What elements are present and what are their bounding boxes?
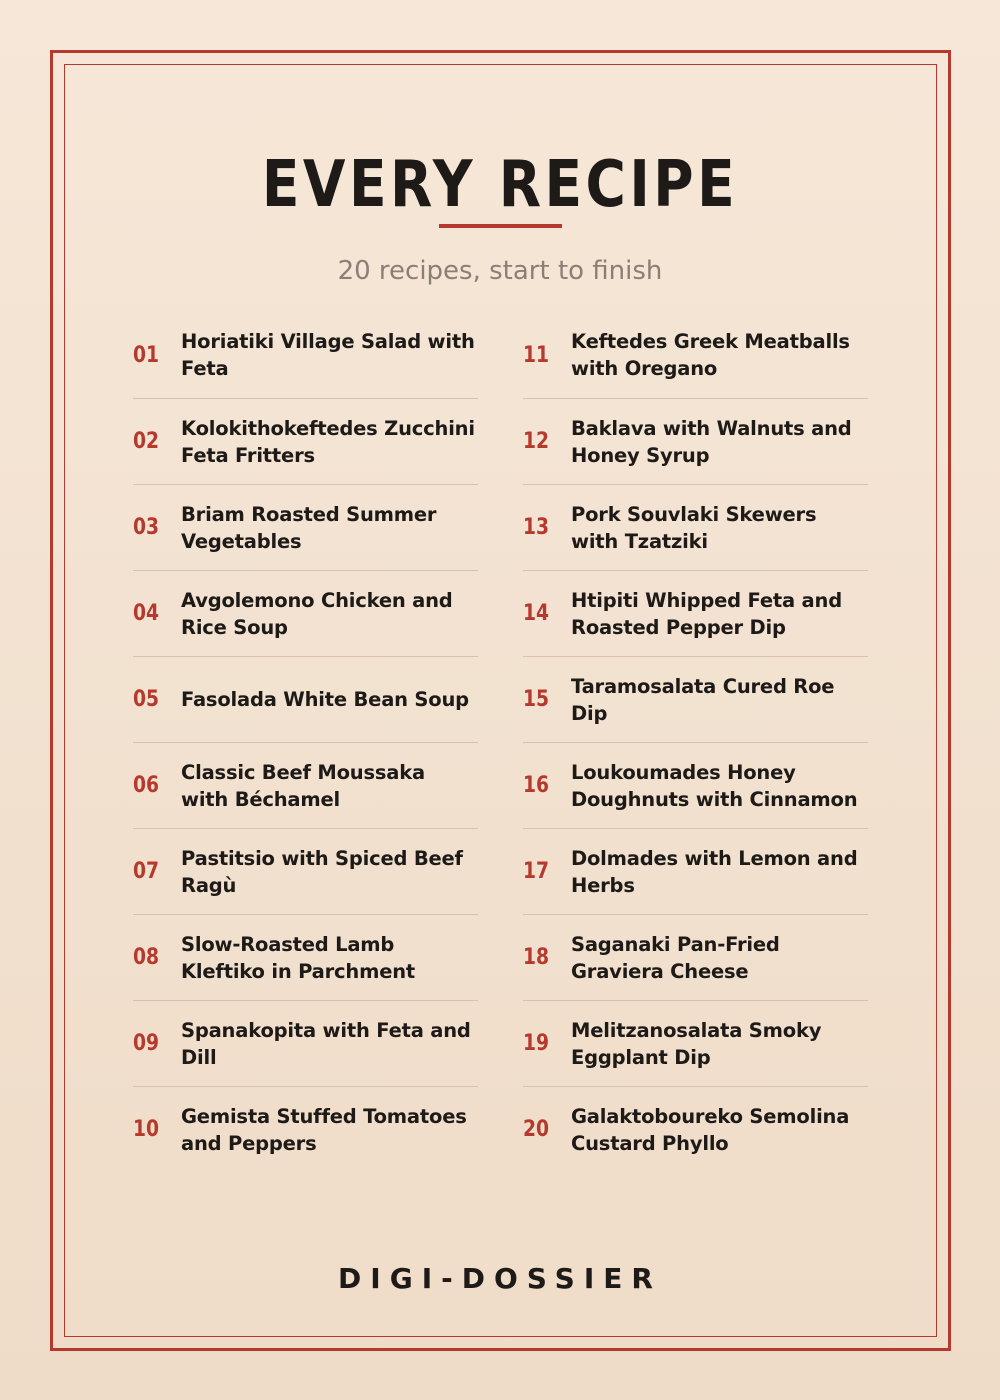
recipe-name: Slow-Roasted Lamb Kleftiko in Parchment xyxy=(181,932,416,983)
recipe-number: 02 xyxy=(133,429,160,454)
recipe-item[interactable] xyxy=(133,914,478,1000)
recipe-number: 12 xyxy=(523,429,550,454)
recipe-name: Galaktoboureko Semolina Custard Phyllo xyxy=(571,1104,850,1155)
recipe-item[interactable] xyxy=(523,742,868,828)
recipe-number: 14 xyxy=(523,601,550,626)
recipe-name: Gemista Stuffed Tomatoes and Peppers xyxy=(181,1104,467,1155)
recipe-name: Dolmades with Lemon and Herbs xyxy=(571,846,858,897)
recipe-number: 16 xyxy=(523,773,550,798)
recipe-name: Pork Souvlaki Skewers with Tzatziki xyxy=(571,502,817,553)
recipe-item[interactable] xyxy=(523,570,868,656)
recipe-item[interactable] xyxy=(133,484,478,570)
recipe-number: 13 xyxy=(523,515,550,540)
recipe-name: Htipiti Whipped Feta and Roasted Pepper Dip xyxy=(571,588,842,639)
recipe-number: 03 xyxy=(133,515,160,540)
recipe-number: 08 xyxy=(133,945,160,970)
recipe-number: 15 xyxy=(523,687,550,712)
recipe-name: Avgolemono Chicken and Rice Soup xyxy=(181,588,453,639)
recipe-number: 05 xyxy=(133,687,160,712)
recipe-item[interactable] xyxy=(523,656,868,742)
brand-footer: DIGI-DOSSIER xyxy=(338,1262,662,1295)
recipe-name: Fasolada White Bean Soup xyxy=(181,688,469,711)
recipe-name: Saganaki Pan-Fried Graviera Cheese xyxy=(571,932,780,983)
recipe-item[interactable] xyxy=(523,914,868,1000)
recipe-name: Pastitsio with Spiced Beef Ragù xyxy=(181,846,463,897)
recipe-name: Melitzanosalata Smoky Eggplant Dip xyxy=(571,1018,822,1069)
recipe-number: 19 xyxy=(523,1031,550,1056)
recipe-item[interactable] xyxy=(133,656,478,742)
recipe-number: 11 xyxy=(523,342,550,368)
recipe-item[interactable] xyxy=(523,484,868,570)
recipe-number: 20 xyxy=(523,1117,550,1142)
recipe-name: Keftedes Greek Meatballs with Oregano xyxy=(571,330,850,380)
recipe-item[interactable] xyxy=(133,570,478,656)
recipe-item[interactable] xyxy=(523,312,868,398)
recipe-name: Baklava with Walnuts and Honey Syrup xyxy=(571,416,852,467)
recipe-number: 07 xyxy=(133,859,160,884)
recipe-list-left xyxy=(133,312,478,1172)
recipe-item[interactable] xyxy=(133,828,478,914)
recipe-number: 01 xyxy=(133,342,160,368)
recipe-item[interactable] xyxy=(133,742,478,828)
recipe-number: 09 xyxy=(133,1031,160,1056)
recipe-item[interactable] xyxy=(523,1086,868,1172)
recipe-name: Taramosalata Cured Roe Dip xyxy=(571,674,835,725)
recipe-name: Horiatiki Village Salad with Feta xyxy=(181,330,475,380)
recipe-item[interactable] xyxy=(133,1000,478,1086)
recipe-number: 17 xyxy=(523,859,550,884)
recipe-item[interactable] xyxy=(133,398,478,484)
recipe-number: 04 xyxy=(133,601,160,626)
page-subtitle: 20 recipes, start to finish xyxy=(337,256,663,286)
title-underline xyxy=(439,224,562,228)
recipe-name: Classic Beef Moussaka with Béchamel xyxy=(181,760,425,811)
recipe-name: Loukoumades Honey Doughnuts with Cinnamon xyxy=(571,760,858,811)
recipe-item[interactable] xyxy=(523,398,868,484)
recipe-number: 18 xyxy=(523,945,550,970)
recipe-item[interactable] xyxy=(523,828,868,914)
recipe-item[interactable] xyxy=(133,312,478,398)
recipe-item[interactable] xyxy=(523,1000,868,1086)
recipe-number: 10 xyxy=(133,1117,160,1142)
recipe-name: Spanakopita with Feta and Dill xyxy=(181,1018,471,1069)
recipe-name: Briam Roasted Summer Vegetables xyxy=(181,502,437,553)
recipe-number: 06 xyxy=(133,773,160,798)
recipe-name: Kolokithokeftedes Zucchini Feta Fritters xyxy=(181,416,475,467)
page-title: EVERY RECIPE xyxy=(261,148,739,222)
recipe-list-right xyxy=(523,312,868,1172)
recipe-item[interactable] xyxy=(133,1086,478,1172)
